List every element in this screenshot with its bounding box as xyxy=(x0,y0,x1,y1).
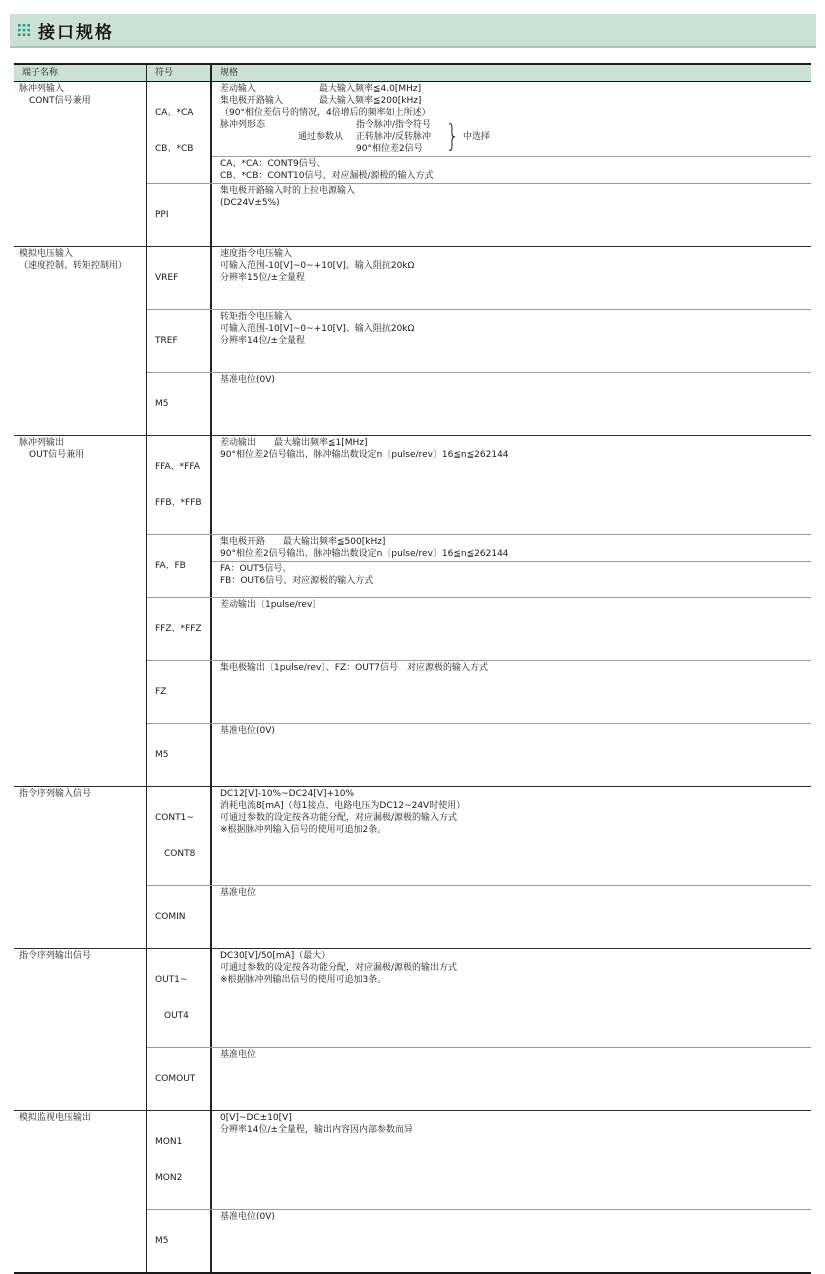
symbol-label: COMOUT xyxy=(155,1074,196,1084)
spec-cell xyxy=(212,1210,811,1272)
brace-glyph: } xyxy=(445,119,460,154)
spec-cell xyxy=(212,436,811,534)
section-pulse-train-input xyxy=(14,82,811,247)
symbol-cell xyxy=(147,598,212,660)
spec-cell xyxy=(212,310,811,372)
spec-line: 可通过参数的设定按各功能分配，对应漏极/源极的输入方式 xyxy=(220,813,458,823)
spec-line: 集电极开路输入时的上拉电源输入 xyxy=(220,186,356,196)
spec-line: CB、*CB：CONT10信号、对应漏极/源极的输入方式 xyxy=(220,171,434,181)
section-pulse-train-output xyxy=(14,436,811,787)
section-title-bar xyxy=(10,14,816,48)
spec-line: 可通过参数的设定按各功能分配，对应漏极/源极的输出方式 xyxy=(220,963,458,973)
table-entry xyxy=(147,660,811,723)
symbol-cell xyxy=(147,82,212,183)
terminal-name-sub: CONT信号兼用 xyxy=(29,96,91,106)
table-entry xyxy=(147,183,811,246)
symbol-label: FFZ、*FFZ xyxy=(155,624,202,634)
page-title: 接口规格 xyxy=(38,22,114,43)
symbol-cell xyxy=(147,373,212,435)
table-entry xyxy=(147,82,811,183)
table-entry xyxy=(147,597,811,660)
spec-cell xyxy=(212,949,811,1047)
spec-line: 基准电位 xyxy=(220,888,257,898)
spec-line: 速度指令电压输入 xyxy=(220,249,293,259)
terminal-name: 模拟监视电压输出 xyxy=(19,1113,92,1123)
spec-cell xyxy=(212,661,811,723)
spec-line: CA、*CA：CONT9信号、 xyxy=(220,159,326,169)
symbol-cell xyxy=(147,1111,212,1209)
spec-line: 转矩指令电压输入 xyxy=(220,312,293,322)
col-header-spec: 规格 xyxy=(220,68,239,78)
spec-line: 可输入范围-10[V]~0~+10[V]、输入阻抗20kΩ xyxy=(220,324,415,334)
spec-line: 基准电位(0V) xyxy=(220,375,275,385)
spec-cell xyxy=(212,373,811,435)
symbol-label: TREF xyxy=(155,336,178,346)
symbol-cell xyxy=(147,1048,212,1110)
symbol-cell xyxy=(147,661,212,723)
terminal-name-sub: （速度控制、转矩控制用） xyxy=(19,261,128,271)
spec-line: FA：OUT5信号、 xyxy=(220,564,292,574)
spec-cell xyxy=(212,82,811,183)
table-entry xyxy=(147,534,811,597)
terminal-name: 脉冲列输入 xyxy=(19,84,65,94)
spec-line: 90°相位差2信号输出、脉冲输出数设定n〔pulse/rev〕16≦n≦262144 xyxy=(220,450,509,460)
symbol-label: CONT8 xyxy=(155,849,196,859)
terminal-name-cell xyxy=(14,787,147,948)
terminal-name: 指令序列输出信号 xyxy=(19,951,92,961)
symbol-label: PPI xyxy=(155,210,169,220)
table-entry xyxy=(147,949,811,1047)
table-entry xyxy=(147,436,811,534)
symbol-cell xyxy=(147,436,212,534)
symbol-label: OUT4 xyxy=(155,1011,189,1021)
spec-cell xyxy=(212,886,811,948)
table-entry xyxy=(147,787,811,885)
symbol-label: FFA、*FFA xyxy=(155,462,200,472)
spec-line: 分辨率14位/±全量程，输出内容因内部参数而异 xyxy=(220,1125,414,1135)
table-header-row xyxy=(14,65,811,82)
spec-line: 差动输入 最大输入频率≦4.0[MHz] xyxy=(220,84,422,94)
col-header-terminal-name: 端子名称 xyxy=(14,65,147,81)
symbol-label: OUT1~ xyxy=(155,975,188,985)
table-entry xyxy=(147,885,811,948)
section-analog-voltage-input xyxy=(14,247,811,436)
spec-line: (DC24V±5%) xyxy=(220,198,280,208)
pulse-form-label: 脉冲列形态 xyxy=(220,120,266,130)
pulse-form-selector xyxy=(220,119,803,155)
symbol-label: M5 xyxy=(155,399,169,409)
symbol-cell xyxy=(147,310,212,372)
spec-line: 90°相位差2信号输出、脉冲输出数设定n〔pulse/rev〕16≦n≦262144 xyxy=(220,549,509,559)
terminal-name-cell xyxy=(14,949,147,1110)
symbol-label: COMIN xyxy=(155,912,186,922)
spec-line: 集电极开路输入 最大输入频率≦200[kHz] xyxy=(220,96,422,106)
pulse-form-option: 90°相位差2信号 xyxy=(356,144,423,154)
spec-cell xyxy=(212,247,811,309)
symbol-label: MON1 xyxy=(155,1137,183,1147)
spec-line: 基准电位(0V) xyxy=(220,1212,275,1222)
spec-line: 消耗电流8[mA]（每1接点、电路电压为DC12~24V时使用） xyxy=(220,801,466,811)
terminal-name: 指令序列输入信号 xyxy=(19,789,92,799)
symbol-label: FA、FB xyxy=(155,561,186,571)
symbol-label: CONT1~ xyxy=(155,813,194,823)
terminal-name: 脉冲列输出 xyxy=(19,438,65,448)
pulse-form-via: 通过参数从 xyxy=(298,132,344,142)
section-command-sequence-input xyxy=(14,787,811,949)
spec-line: DC30[V]/50[mA]（最大） xyxy=(220,951,331,961)
spec-line: 可输入范围-10[V]~0~+10[V]、输入阻抗20kΩ xyxy=(220,261,415,271)
spec-cell xyxy=(212,1111,811,1209)
spec-cell xyxy=(212,724,811,786)
spec-line: 集电极开路 最大输出频率≦500[kHz] xyxy=(220,537,386,547)
section-command-sequence-output xyxy=(14,949,811,1111)
symbol-cell xyxy=(147,535,212,597)
spec-line: ※根据脉冲列输出信号的使用可追加3条。 xyxy=(220,975,387,985)
spec-line: 差动输出〔1pulse/rev〕 xyxy=(220,600,322,610)
symbol-label: FZ xyxy=(155,687,167,697)
spec-line: 分辨率14位/±全量程 xyxy=(220,336,306,346)
spec-line: FB：OUT6信号、对应源极的输入方式 xyxy=(220,576,374,586)
pulse-form-options xyxy=(356,119,431,155)
spec-line: 基准电位 xyxy=(220,1050,257,1060)
spec-cell xyxy=(212,787,811,885)
symbol-label: MON2 xyxy=(155,1173,183,1183)
symbol-label: CB、*CB xyxy=(155,144,194,154)
symbol-cell xyxy=(147,886,212,948)
symbol-label: M5 xyxy=(155,1236,169,1246)
symbol-cell xyxy=(147,184,212,246)
spec-line: 0[V]~DC±10[V] xyxy=(220,1113,292,1123)
spec-cell xyxy=(212,535,811,597)
terminal-name-sub: OUT信号兼用 xyxy=(29,450,85,460)
terminal-name: 模拟电压输入 xyxy=(19,249,74,259)
spec-line: 差动输出 最大输出频率≦1[MHz] xyxy=(220,438,368,448)
col-header-symbol: 符号 xyxy=(147,65,212,81)
terminal-name-cell xyxy=(14,436,147,786)
terminal-name-cell xyxy=(14,1111,147,1272)
symbol-cell xyxy=(147,1210,212,1272)
spec-line: ※根据脉冲列输入信号的使用可追加2条。 xyxy=(220,825,387,835)
spec-cell xyxy=(212,184,811,246)
table-entry xyxy=(147,372,811,435)
table-entry xyxy=(147,1047,811,1110)
table-entry xyxy=(147,723,811,786)
symbol-cell xyxy=(147,949,212,1047)
symbol-label: VREF xyxy=(155,273,179,283)
spec-line: 分辨率15位/±全量程 xyxy=(220,273,306,283)
spec-cell xyxy=(212,598,811,660)
table-entry xyxy=(147,1209,811,1272)
spec-line: DC12[V]-10%~DC24[V]+10% xyxy=(220,789,355,799)
table-entry xyxy=(147,247,811,309)
symbol-cell xyxy=(147,247,212,309)
section-analog-monitor-output xyxy=(14,1111,811,1272)
grid-dots-icon xyxy=(18,24,30,36)
table-entry xyxy=(147,309,811,372)
spec-line: （90°相位差信号的情况，4倍增后的频率如上所述） xyxy=(220,108,431,118)
symbol-label: FFB、*FFB xyxy=(155,498,202,508)
pulse-form-option: 指令脉冲/指令符号 xyxy=(356,120,432,130)
symbol-label: CA、*CA xyxy=(155,108,194,118)
pulse-form-option: 正转脉冲/反转脉冲 xyxy=(356,132,432,142)
table-entry xyxy=(147,1111,811,1209)
spec-line: 基准电位(0V) xyxy=(220,726,275,736)
symbol-cell xyxy=(147,724,212,786)
spec-line: 集电极输出〔1pulse/rev〕、FZ：OUT7信号 对应源极的输入方式 xyxy=(220,663,489,673)
symbol-cell xyxy=(147,787,212,885)
symbol-label: M5 xyxy=(155,750,169,760)
spec-cell xyxy=(212,1048,811,1110)
interface-spec-table xyxy=(14,63,811,1274)
terminal-name-cell xyxy=(14,82,147,246)
pulse-form-select-label: 中选择 xyxy=(463,132,491,142)
terminal-name-cell xyxy=(14,247,147,435)
